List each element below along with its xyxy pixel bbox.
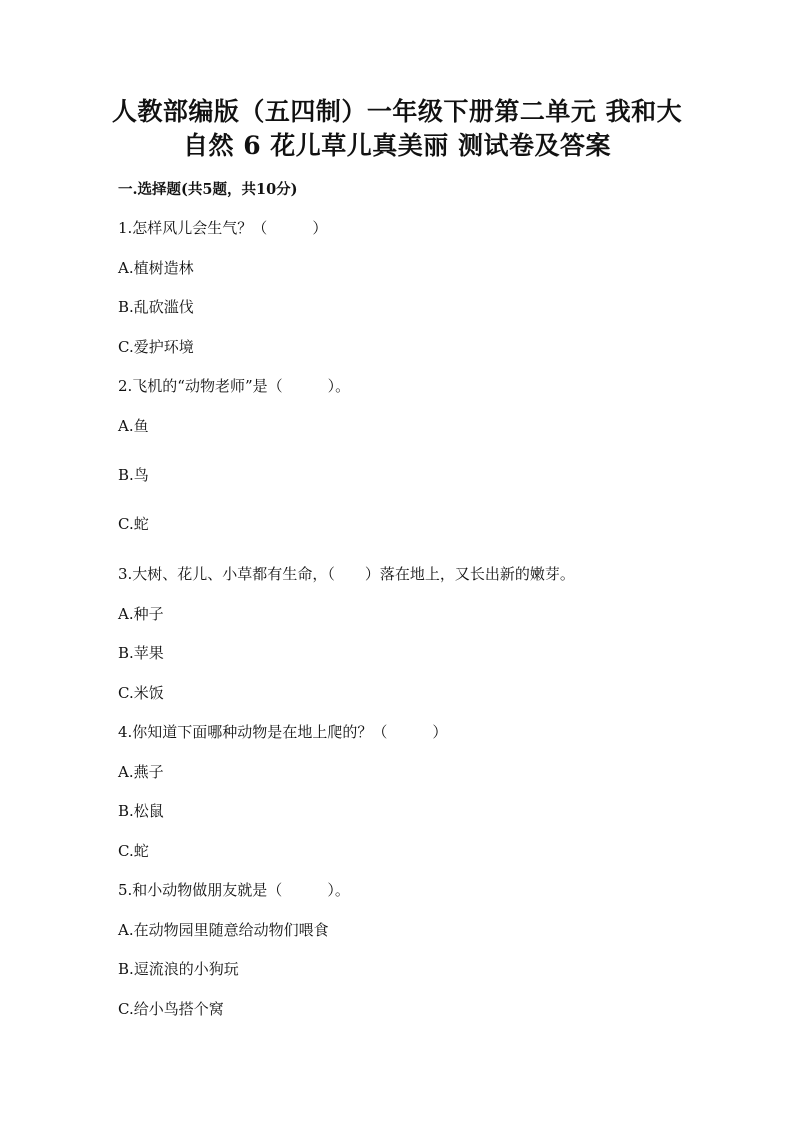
- question-3-option-b: B.苹果: [118, 644, 164, 662]
- question-5-option-b: B.逗流浪的小狗玩: [118, 960, 239, 978]
- question-4-option-b: B.松鼠: [118, 802, 164, 820]
- section-heading: 一.选择题(共5题，共10分): [118, 181, 298, 198]
- question-3-option-c: C.米饭: [118, 684, 164, 702]
- question-4-option-a: A.燕子: [118, 763, 164, 781]
- question-5-option-c: C.给小鸟搭个窝: [118, 1000, 224, 1018]
- question-2-option-c: C.蛇: [118, 515, 149, 533]
- question-5-stem: 5.和小动物做朋友就是（ ）。: [118, 881, 350, 899]
- question-5-option-a: A.在动物园里随意给动物们喂食: [118, 921, 329, 939]
- question-3-option-a: A.种子: [118, 605, 164, 623]
- question-2-option-b: B.鸟: [118, 466, 149, 484]
- question-3-stem: 3.大树、花儿、小草都有生命，（ ）落在地上，又长出新的嫩芽。: [118, 565, 575, 583]
- question-1-option-b: B.乱砍滥伐: [118, 298, 194, 316]
- question-1-option-a: A.植树造林: [118, 259, 194, 277]
- question-1-option-c: C.爱护环境: [118, 338, 194, 356]
- question-2-stem: 2.飞机的“动物老师”是（ ）。: [118, 377, 351, 395]
- question-4-stem: 4.你知道下面哪种动物是在地上爬的？（ ）: [118, 723, 448, 741]
- title-line-2: 自然 6 花儿草儿真美丽 测试卷及答案: [182, 131, 611, 160]
- question-1-stem: 1.怎样风儿会生气？（ ）: [118, 219, 328, 237]
- title-line-1: 人教部编版（五四制）一年级下册第二单元 我和大: [111, 97, 683, 126]
- question-2-option-a: A.鱼: [118, 417, 149, 435]
- question-4-option-c: C.蛇: [118, 842, 149, 860]
